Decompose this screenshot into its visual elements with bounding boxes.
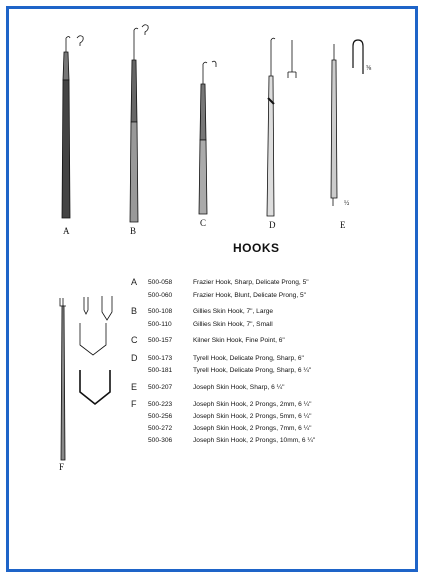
item-description: Gillies Skin Hook, 7", Large — [193, 308, 274, 315]
item-code: 500-173 — [148, 355, 173, 362]
list-item — [0, 337, 420, 349]
group-letter: C — [131, 335, 138, 345]
item-code: 500-108 — [148, 308, 173, 315]
group-letter: F — [131, 399, 137, 409]
item-code: 500-272 — [148, 425, 173, 432]
list-item — [0, 292, 420, 304]
item-description: Joseph Skin Hook, 2 Prongs, 5mm, 6 ¼" — [193, 413, 312, 420]
item-code: 500-181 — [148, 367, 173, 374]
figure-label-d: D — [269, 220, 276, 230]
list-item — [0, 401, 420, 413]
item-description: Joseph Skin Hook, 2 Prongs, 10mm, 6 ¼" — [193, 437, 316, 444]
item-description: Tyrell Hook, Delicate Prong, Sharp, 6" — [193, 355, 304, 362]
hook-b-drawing — [130, 25, 148, 222]
figure-label-e: E — [340, 220, 346, 230]
group-letter: E — [131, 382, 138, 392]
e-tip-mark: ⅝ — [366, 64, 372, 72]
item-description: Tyrell Hook, Delicate Prong, Sharp, 6 ¼" — [193, 367, 312, 374]
list-item — [0, 355, 420, 367]
item-description: Frazier Hook, Blunt, Delicate Prong, 5" — [193, 292, 307, 299]
item-code: 500-157 — [148, 337, 173, 344]
item-code: 500-110 — [148, 321, 172, 328]
list-item — [0, 413, 420, 425]
hook-a-drawing — [62, 36, 83, 218]
list-item — [0, 308, 420, 320]
list-item — [0, 384, 420, 396]
item-code: 500-256 — [148, 413, 173, 420]
item-description: Frazier Hook, Sharp, Delicate Prong, 5" — [193, 279, 309, 286]
group-letter: A — [131, 277, 138, 287]
e-handle-mark: ½ — [344, 199, 350, 207]
item-code: 500-306 — [148, 437, 173, 444]
item-description: Joseph Skin Hook, 2 Prongs, 2mm, 6 ¼" — [193, 401, 312, 408]
item-description: Kilner Skin Hook, Fine Point, 6" — [193, 337, 285, 344]
list-item — [0, 437, 420, 449]
figure-label-f: F — [59, 462, 65, 472]
item-description: Joseph Skin Hook, 2 Prongs, 7mm, 6 ¼" — [193, 425, 312, 432]
item-code: 500-060 — [148, 292, 173, 299]
list-item — [0, 279, 420, 291]
item-description: Gillies Skin Hook, 7", Small — [193, 321, 273, 328]
item-code: 500-058 — [148, 279, 173, 286]
hook-c-drawing — [199, 61, 216, 214]
group-letter: B — [131, 306, 138, 316]
page-title: HOOKS — [233, 241, 280, 255]
item-code: 500-223 — [148, 401, 173, 408]
group-letter: D — [131, 353, 138, 363]
hook-d-drawing — [267, 38, 296, 216]
list-item — [0, 321, 420, 333]
list-item — [0, 367, 420, 379]
hook-e-drawing — [331, 40, 363, 206]
item-description: Joseph Skin Hook, Sharp, 6 ¼" — [193, 384, 285, 391]
item-code: 500-207 — [148, 384, 173, 391]
figure-label-a: A — [63, 226, 70, 236]
figure-label-b: B — [130, 226, 137, 236]
list-item — [0, 425, 420, 437]
figure-label-c: C — [200, 218, 207, 228]
